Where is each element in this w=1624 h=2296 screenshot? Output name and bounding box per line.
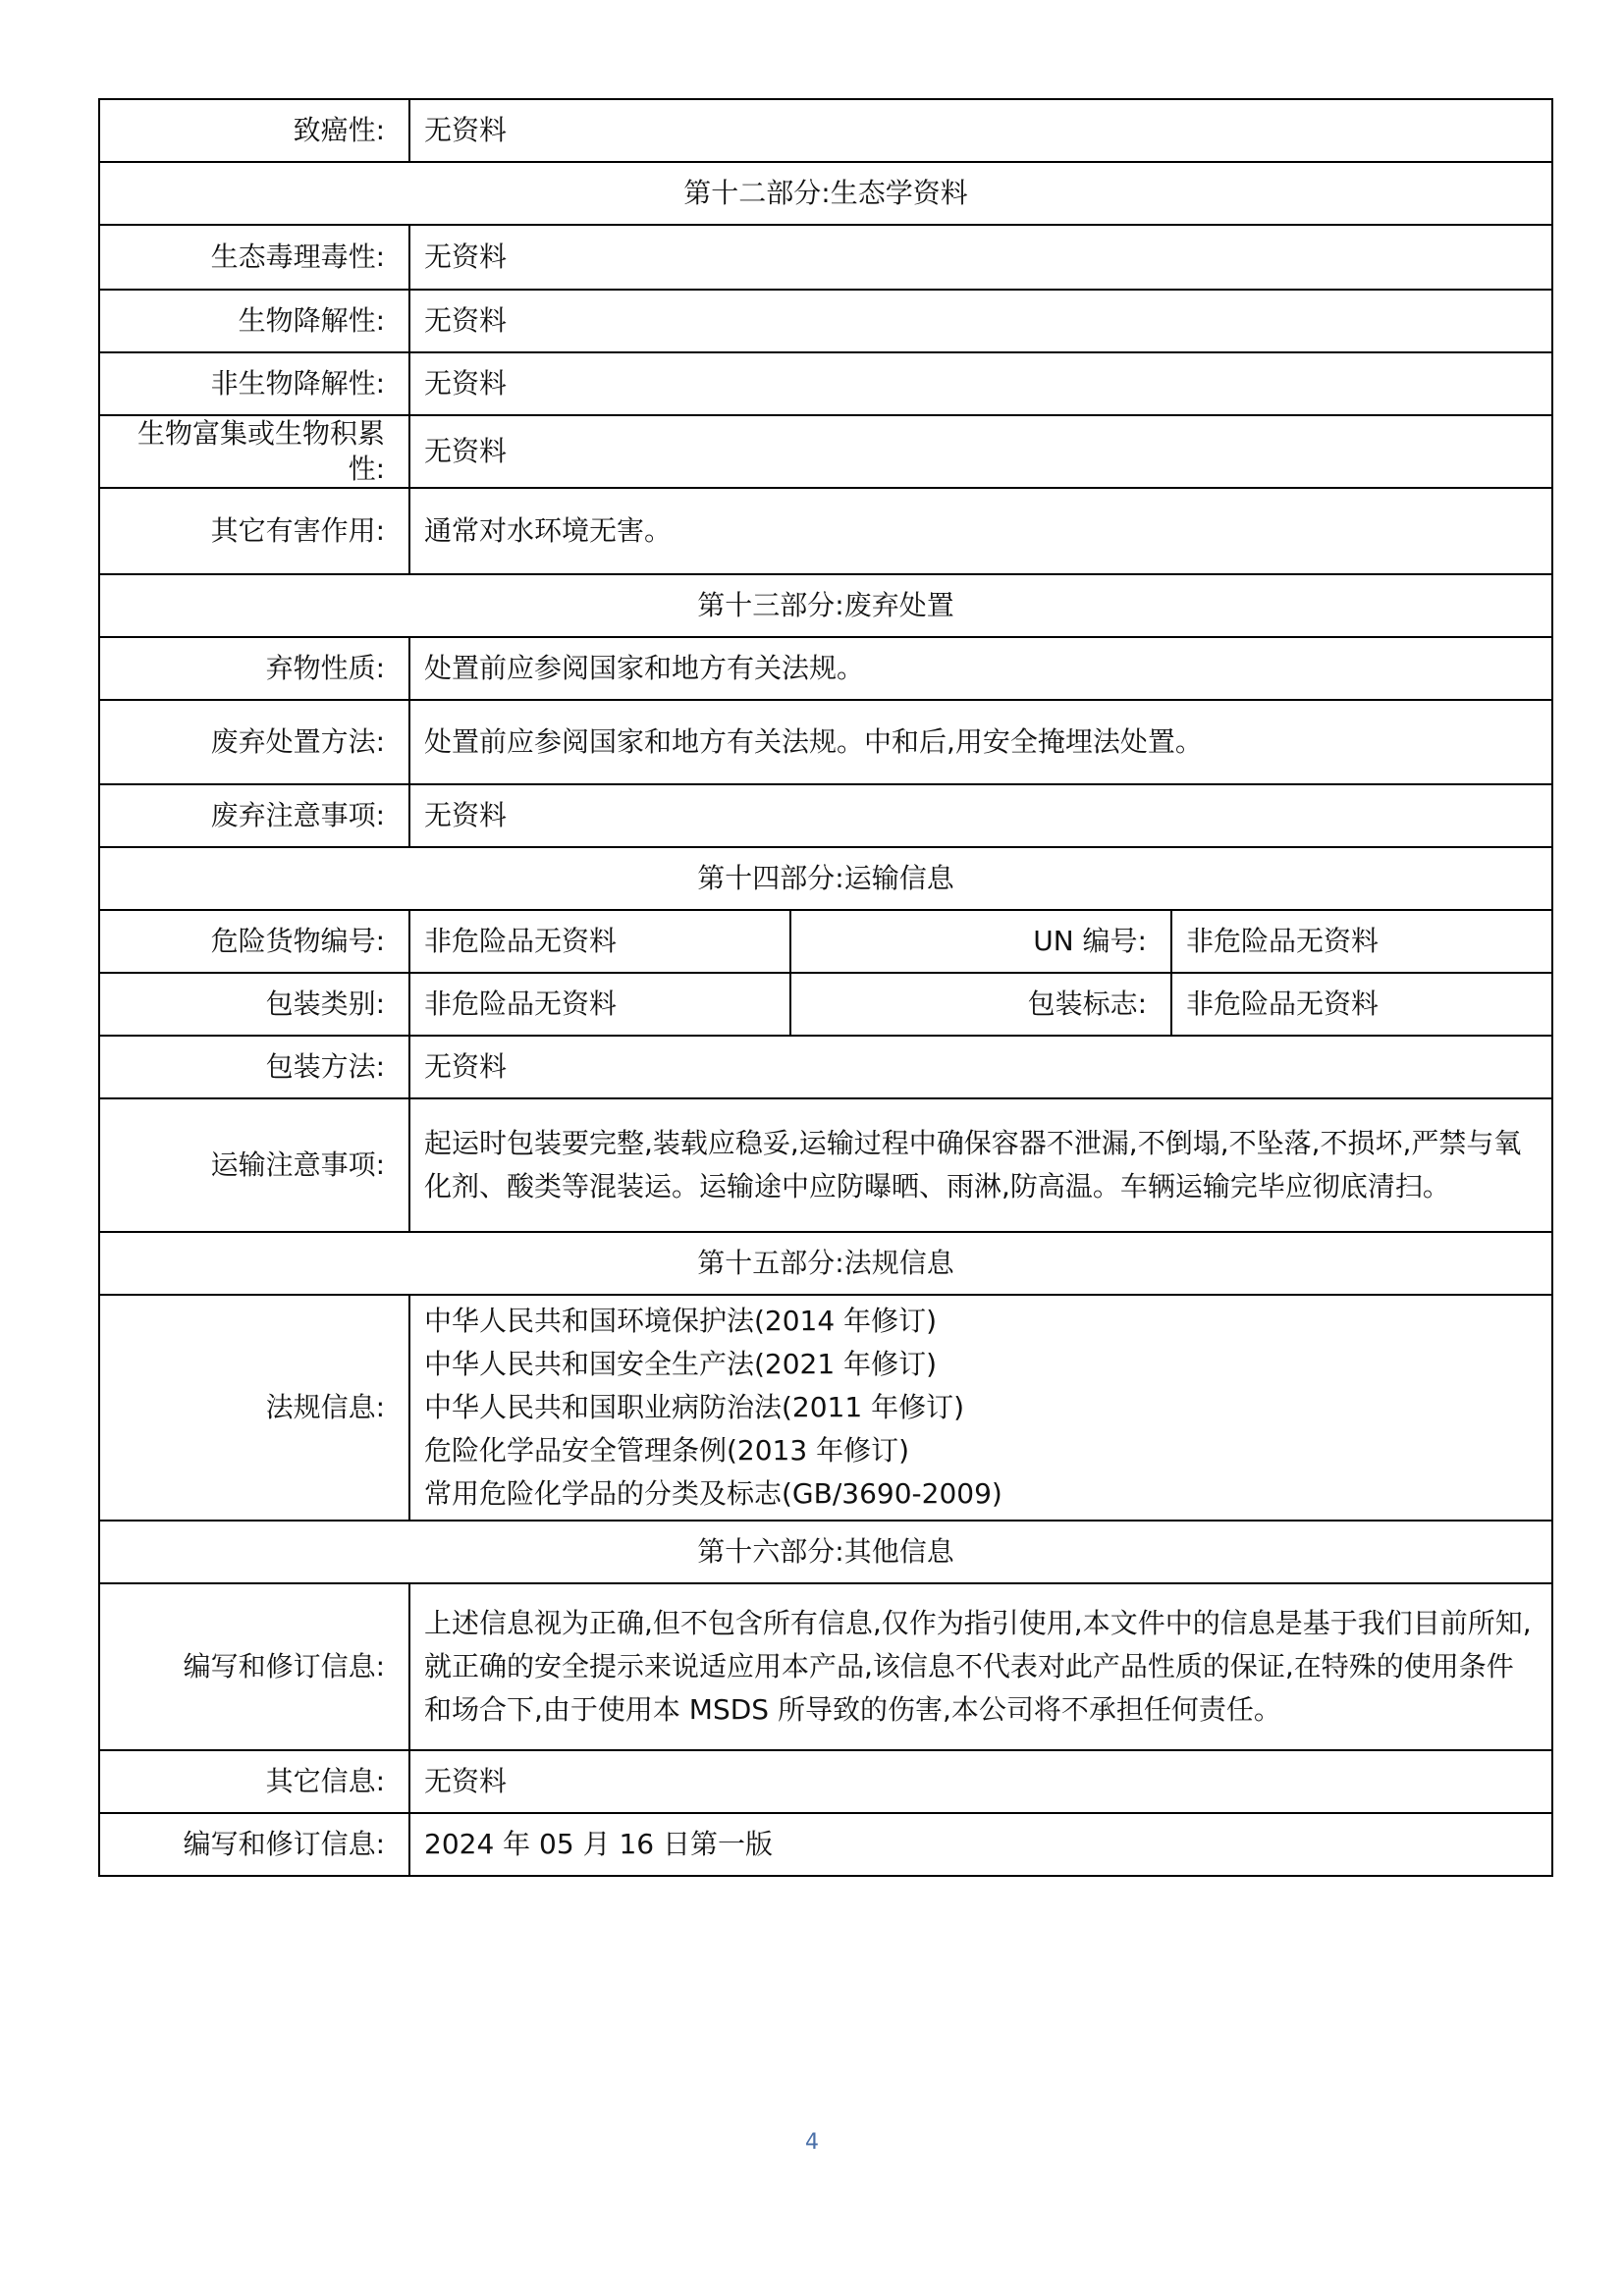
field-value: 起运时包装要完整,装载应稳妥,运输过程中确保容器不泄漏,不倒塌,不坠落,不损坏,严禁与氧化剂、酸类等混装运。运输途中应防曝晒、雨淋,防高温。车辆运输完毕应彻底清扫。 — [409, 1098, 1552, 1232]
section-header — [99, 847, 1552, 910]
field-value: 无资料 — [409, 99, 1552, 162]
page-number: 4 — [805, 2130, 819, 2155]
field-value: 非危险品无资料 — [1171, 910, 1552, 973]
row-carcinogenicity — [99, 99, 1552, 162]
row-dg-number — [99, 910, 1552, 973]
regulation-item: 危险化学品安全管理条例(2013 年修订) — [424, 1434, 910, 1467]
section-title-13: 第十三部分:废弃处置 — [99, 574, 1552, 637]
regulation-item: 中华人民共和国职业病防治法(2011 年修订) — [424, 1391, 965, 1423]
field-label: 非生物降解性: — [99, 352, 409, 415]
row-biodegradability — [99, 290, 1552, 352]
section-header — [99, 574, 1552, 637]
field-label: 废弃注意事项: — [99, 784, 409, 847]
section-header — [99, 162, 1552, 225]
field-label: 生物富集或生物积累性: — [99, 415, 409, 488]
regulation-item: 中华人民共和国环境保护法(2014 年修订) — [424, 1305, 938, 1337]
section-title-12: 第十二部分:生态学资料 — [99, 162, 1552, 225]
field-value: 处置前应参阅国家和地方有关法规。中和后,用安全掩埋法处置。 — [409, 700, 1552, 784]
msds-table — [98, 98, 1553, 1877]
field-label: 包装方法: — [99, 1036, 409, 1098]
field-label: 危险货物编号: — [99, 910, 409, 973]
field-label: 运输注意事项: — [99, 1098, 409, 1232]
regulation-item: 中华人民共和国安全生产法(2021 年修订) — [424, 1348, 938, 1380]
field-value: 非危险品无资料 — [409, 973, 790, 1036]
field-value: 无资料 — [409, 290, 1552, 352]
row-bioaccumulation — [99, 415, 1552, 488]
section-title-15: 第十五部分:法规信息 — [99, 1232, 1552, 1295]
regulation-item: 常用危险化学品的分类及标志(GB/3690-2009) — [424, 1477, 1002, 1510]
field-value: 无资料 — [409, 784, 1552, 847]
field-value: 无资料 — [409, 1750, 1552, 1813]
field-label: 包装类别: — [99, 973, 409, 1036]
field-label: 法规信息: — [99, 1295, 409, 1521]
field-label: 生态毒理毒性: — [99, 225, 409, 290]
field-value: 上述信息视为正确,但不包含所有信息,仅作为指引使用,本文件中的信息是基于我们目前所知,就正确的安全提示来说适应用本产品,该信息不代表对此产品性质的保证,在特殊的使用条件和场合下,由于使用本 MSDS 所导致的伤害,本公司将不承担任何责任。 — [409, 1583, 1552, 1750]
field-value: 无资料 — [409, 1036, 1552, 1098]
field-label: 编写和修订信息: — [99, 1813, 409, 1876]
field-label: 废弃处置方法: — [99, 700, 409, 784]
row-revision-info — [99, 1583, 1552, 1750]
row-pack-method — [99, 1036, 1552, 1098]
row-disposal-notes — [99, 784, 1552, 847]
section-header — [99, 1521, 1552, 1583]
row-regulations — [99, 1295, 1552, 1521]
field-value: 非危险品无资料 — [409, 910, 790, 973]
field-label: 生物降解性: — [99, 290, 409, 352]
section-header — [99, 1232, 1552, 1295]
field-label: 包装标志: — [790, 973, 1171, 1036]
section-title-16: 第十六部分:其他信息 — [99, 1521, 1552, 1583]
section-title-14: 第十四部分:运输信息 — [99, 847, 1552, 910]
field-value: 无资料 — [409, 352, 1552, 415]
row-waste-nature — [99, 637, 1552, 700]
row-pack-group — [99, 973, 1552, 1036]
regulation-list — [409, 1295, 1552, 1521]
field-label: 其它信息: — [99, 1750, 409, 1813]
row-revision-date — [99, 1813, 1552, 1876]
row-ecotoxicity — [99, 225, 1552, 290]
field-value: 处置前应参阅国家和地方有关法规。 — [409, 637, 1552, 700]
field-label: 其它有害作用: — [99, 488, 409, 574]
row-transport-notes — [99, 1098, 1552, 1232]
field-value: 2024 年 05 月 16 日第一版 — [409, 1813, 1552, 1876]
row-nonbiodegradability — [99, 352, 1552, 415]
field-value: 通常对水环境无害。 — [409, 488, 1552, 574]
field-value: 无资料 — [409, 415, 1552, 488]
row-disposal-method — [99, 700, 1552, 784]
field-label: UN 编号: — [790, 910, 1171, 973]
field-value: 非危险品无资料 — [1171, 973, 1552, 1036]
field-label: 弃物性质: — [99, 637, 409, 700]
row-other-effects — [99, 488, 1552, 574]
field-value: 无资料 — [409, 225, 1552, 290]
field-label: 编写和修订信息: — [99, 1583, 409, 1750]
row-other-info — [99, 1750, 1552, 1813]
field-label: 致癌性: — [99, 99, 409, 162]
